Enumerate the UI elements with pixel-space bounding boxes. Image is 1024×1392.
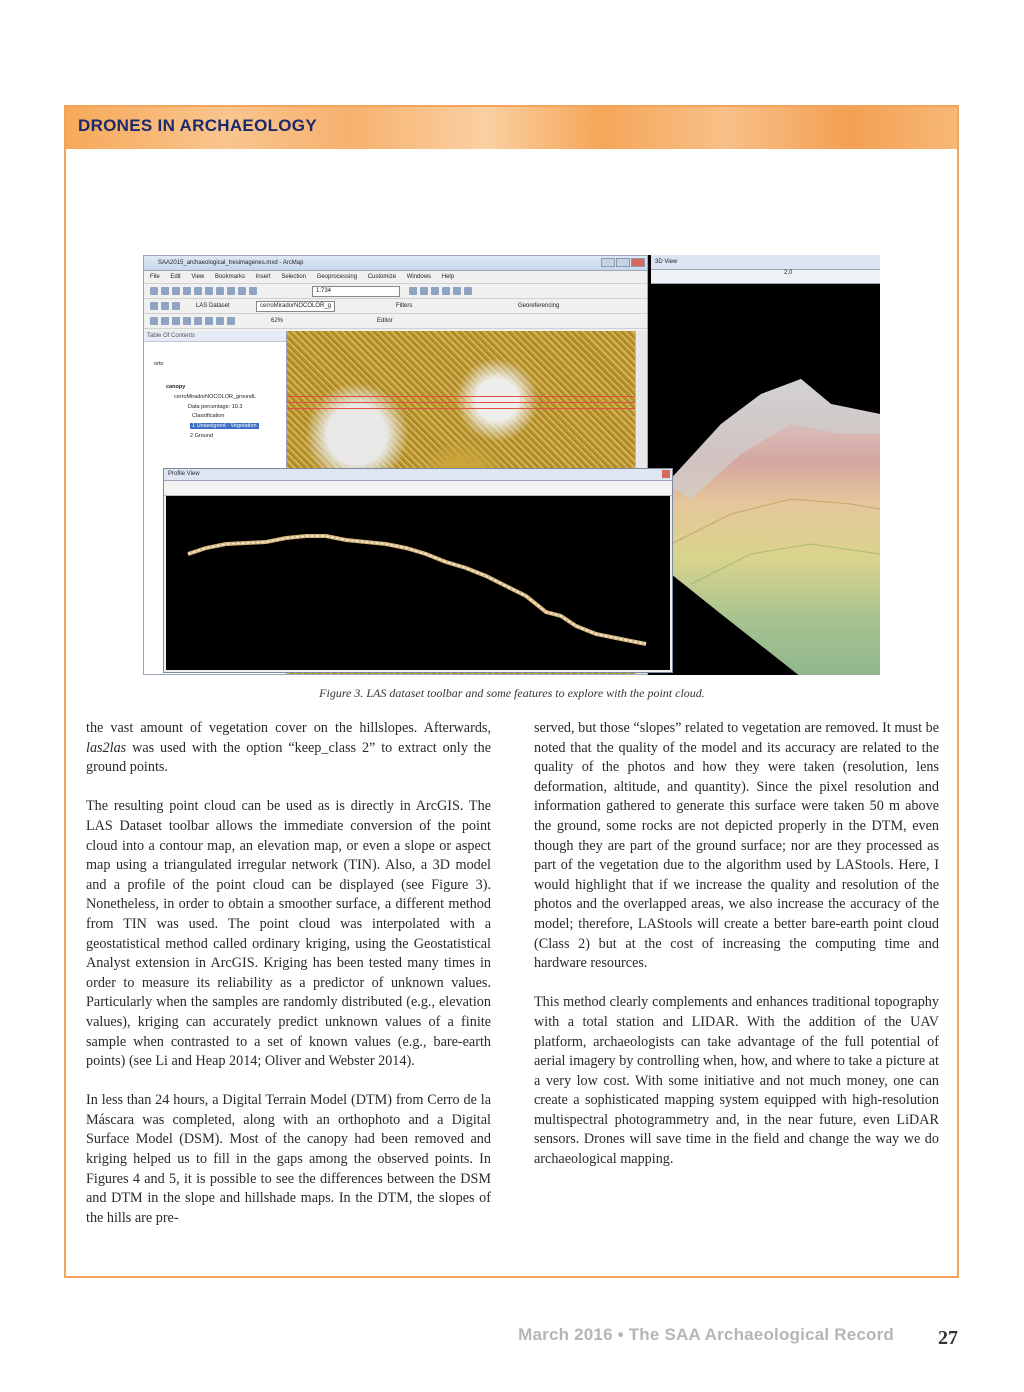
figure-caption: Figure 3. LAS dataset toolbar and some features to explore with the point cloud. <box>319 686 705 700</box>
3d-view-titlebar <box>651 255 880 270</box>
paragraph: the vast amount of vegetation cover on the hillslopes. Afterwards, las2las was used with the option “keep_class 2” to extract only the ground points. <box>86 720 491 776</box>
toc-title: Table Of Contents <box>144 331 286 342</box>
editor-toolbar <box>144 314 647 329</box>
3d-toolbar-value: 2.0 <box>784 270 793 276</box>
menu-view: View <box>191 274 205 280</box>
profile-view-toolbar <box>164 481 672 496</box>
close-icon <box>662 470 670 478</box>
3d-view-title: 3D View <box>655 259 678 265</box>
standard-tool-icons <box>150 287 260 297</box>
menu-selection: Selection <box>281 274 306 280</box>
extra-tool-icons <box>409 287 475 297</box>
editor-tool-icons <box>150 317 238 327</box>
figure-3 <box>143 255 880 675</box>
paragraph: This method clearly complements and enhances traditional topography with a total station and LIDAR. With the addition of the UAV platform, archaeologists can take advantage of the full potential of aerial imagery by controlling when, how, and where to take a picture at a very low cost. With some initiative and not much money, one can create a sophisticated mapping system equipped with high-resolution multispectral photogrammetry and, in the near future, even LiDAR sensors. Drones will save time in the field and change the way we do archaeological mapping. <box>534 994 939 1168</box>
profile-line <box>287 408 637 409</box>
toc-classification: Classification <box>192 413 225 419</box>
las-layer-box: cerroMiradorNOCOLOR_g <box>256 301 335 312</box>
profile-line <box>287 402 637 403</box>
maximize-icon <box>616 258 630 267</box>
minimize-icon <box>601 258 615 267</box>
toc-class-1: 1 Unassigned - Vegetation <box>192 423 257 429</box>
profile-point-cloud <box>166 496 670 670</box>
menu-customize: Customize <box>367 274 397 280</box>
filters-label: Filters <box>396 303 413 309</box>
menu-bookmarks: Bookmarks <box>214 274 245 280</box>
toc-orto: orto <box>154 361 164 367</box>
editor-label: Editor <box>377 318 393 324</box>
menu-windows: Windows <box>406 274 432 280</box>
close-icon <box>631 258 645 267</box>
profile-view-title: Profile View <box>168 471 200 477</box>
paragraph: The resulting point cloud can be used as is directly in ArcGIS. The LAS Dataset toolbar allows the immediate conversion of the point cloud into a contour map, an elevation map, or even a slope or aspect map using a triangulated irregular network (TIN). Also, a 3D model and a profile of the point cloud can be displayed (see Figure 3). Nonetheless, in order to obtain a smoother surface, a different method from TIN was used. The point cloud was interpolated with a geostatistical method called ordinary kriging, using the Geostatistical Analyst extension in ArcGIS. Kriging has been tested many times in order to measure its reliability as a predictor of unknown values. Particularly when the samples are randomly distributed (e.g., elevation values), kriging can accurately predict unknown values of a finite sample when contrasted to a set of known values (e.g., bare-earth points) (see Li and Heap 2014; Oliver and Webster 2014). <box>86 798 491 1070</box>
right-column <box>534 719 939 1189</box>
arcmap-menubar <box>144 271 647 284</box>
toc-data-percentage: Data percentage: 10.3 <box>188 404 243 410</box>
paragraph: served, but those “slopes” related to vegetation are removed. It must be noted that the quality of the model and its accuracy are related to the quality of the photos and how they were taken (resolution, lens deformation, altitude, and quantity). Since the pixel resolution and information gathered to generate this surface were taken 50 m above the ground, some rocks are not depicted properly in the DTM, even though they are part of the ground surface; nor are they processed as part of the vegetation due to the algorithm used by LAStools. Here, I would highlight that if we increase the quality and resolution of the photos and the overlapped areas, we also increase the accuracy of the model; therefore, LAStools will create a better bare-earth point cloud (Class 2) but at the cost of increasing the computing time and hardware resources. <box>534 720 939 972</box>
section-banner <box>64 105 959 149</box>
arcmap-titlebar <box>144 256 647 271</box>
toc-canopy: canopy <box>166 384 186 390</box>
profile-view-window <box>163 468 673 673</box>
page-number: 27 <box>938 1327 958 1349</box>
las-dataset-label: LAS Dataset <box>196 303 230 309</box>
menu-edit: Edit <box>170 274 181 280</box>
zoom-value: 62% <box>271 318 284 324</box>
toc-class-2: 2 Ground <box>190 433 213 439</box>
window-controls <box>600 258 645 273</box>
paragraph: In less than 24 hours, a Digital Terrain Model (DTM) from Cerro de la Máscara was completed, along with an orthophoto and a Digital Surface Model (DSM). Most of the canopy had been removed and kriging helped us to fill in the gaps among the observed points. In Figures 4 and 5, it is possible to see the differences between the DSM and DTM in the slope and hillshade maps. In the DTM, the slopes of the hills are pre- <box>86 1092 491 1226</box>
profile-plot <box>166 496 670 670</box>
menu-geoprocessing: Geoprocessing <box>316 274 358 280</box>
left-column <box>86 719 491 1248</box>
georeferencing-label: Georeferencing <box>518 303 560 309</box>
arcmap-title: SAA2015_archaeological_tresimagenes.mxd - ArcMap <box>158 260 304 266</box>
standard-toolbar <box>144 284 647 299</box>
3d-view-window <box>651 255 880 675</box>
profile-line <box>287 396 637 397</box>
menu-help: Help <box>441 274 455 280</box>
las-tool-icons <box>150 302 183 312</box>
las-dataset-toolbar <box>144 299 647 314</box>
section-title: DRONES IN ARCHAEOLOGY <box>78 116 317 135</box>
3d-view-toolbar <box>651 270 880 284</box>
scale-box: 1:734 <box>312 286 400 297</box>
running-footer: March 2016 • The SAA Archaeological Record <box>518 1325 894 1344</box>
menu-insert: Insert <box>255 274 271 280</box>
toc-layer: cerroMiradorNOCOLOR_groundL <box>174 394 257 400</box>
profile-view-titlebar <box>164 469 672 481</box>
menu-file: File <box>150 274 160 280</box>
3d-terrain-render <box>651 284 880 675</box>
